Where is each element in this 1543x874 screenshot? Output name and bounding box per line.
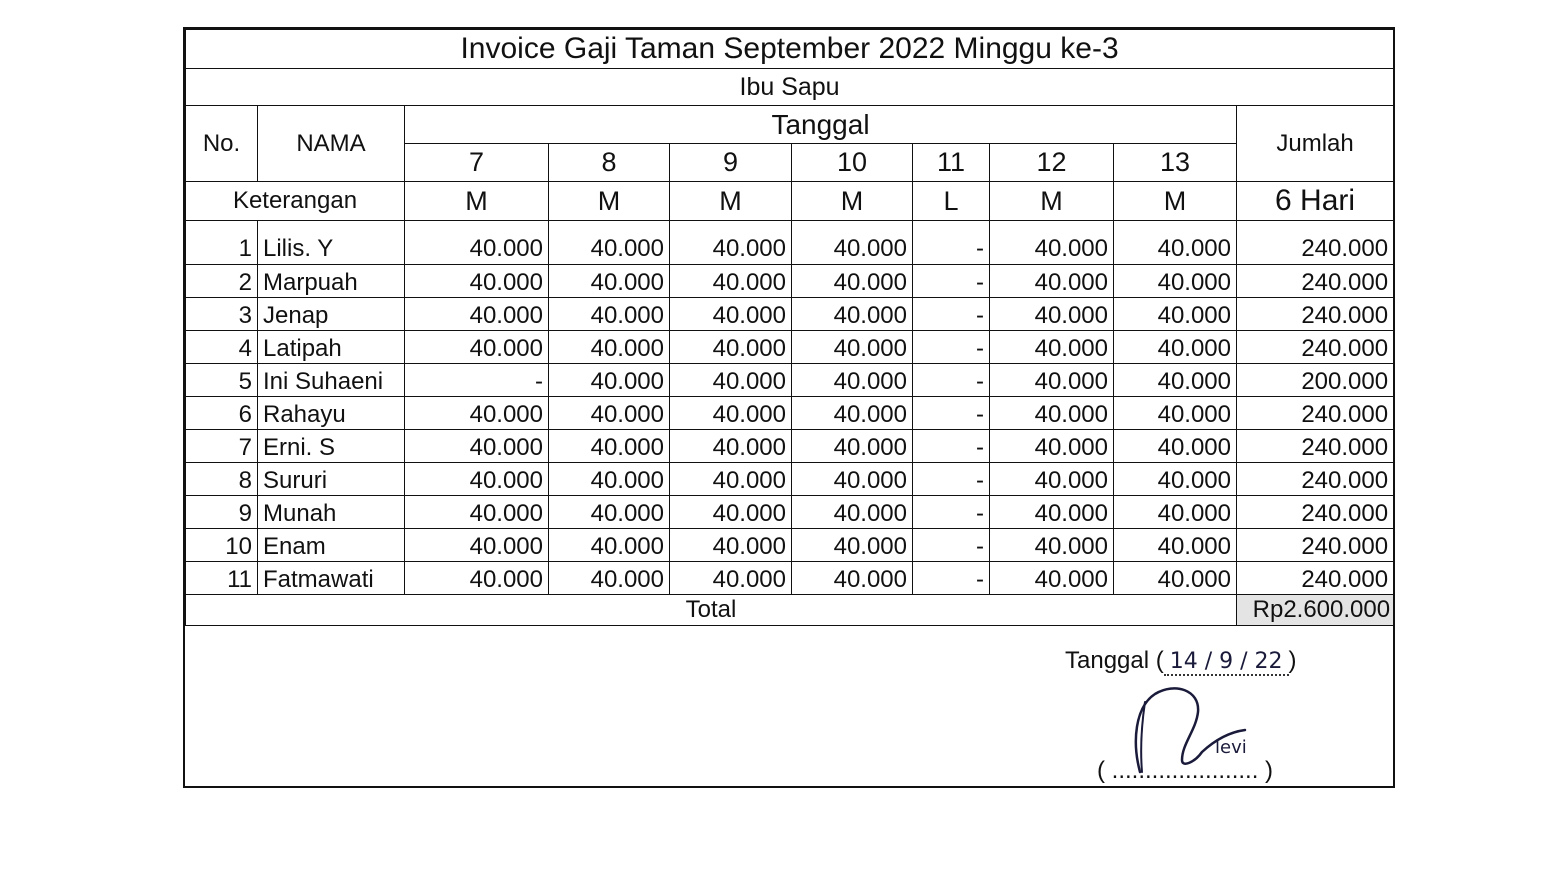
row-no: 6 [186, 397, 258, 430]
row-value: 40.000 [549, 496, 670, 529]
row-value: 40.000 [792, 331, 913, 364]
row-value: 40.000 [1114, 430, 1237, 463]
sig-open: ( [1097, 757, 1105, 784]
header-tanggal: Tanggal [405, 106, 1237, 144]
table-row [186, 529, 1394, 562]
row-total: 240.000 [1237, 463, 1394, 496]
header-date-7: 7 [405, 144, 549, 182]
header-date-10: 10 [792, 144, 913, 182]
header-date-12: 12 [990, 144, 1114, 182]
row-value: 40.000 [405, 463, 549, 496]
row-no: 3 [186, 298, 258, 331]
row-value: 40.000 [990, 331, 1114, 364]
row-value: 40.000 [549, 529, 670, 562]
row-value: 40.000 [792, 364, 913, 397]
row-value: 40.000 [549, 364, 670, 397]
row-value: 40.000 [670, 397, 792, 430]
row-total: 200.000 [1237, 364, 1394, 397]
row-value: 40.000 [990, 430, 1114, 463]
table-row [186, 463, 1394, 496]
row-value: 40.000 [405, 298, 549, 331]
keterangan-code: M [1114, 182, 1237, 221]
signature-area [185, 612, 1393, 786]
row-value: 40.000 [549, 265, 670, 298]
row-value: - [913, 562, 990, 595]
row-value: 40.000 [549, 221, 670, 265]
row-value: 40.000 [549, 298, 670, 331]
row-value: 40.000 [405, 529, 549, 562]
row-no: 2 [186, 265, 258, 298]
row-value: 40.000 [1114, 529, 1237, 562]
row-value: 40.000 [405, 496, 549, 529]
row-value: - [913, 221, 990, 265]
keterangan-code: M [792, 182, 913, 221]
keterangan-code: M [990, 182, 1114, 221]
row-value: 40.000 [990, 364, 1114, 397]
sign-date-value: 14 / 9 / 22 [1164, 649, 1289, 676]
row-name: Rahayu [258, 397, 405, 430]
row-total: 240.000 [1237, 529, 1394, 562]
row-value: - [913, 430, 990, 463]
header-date-8: 8 [549, 144, 670, 182]
row-value: 40.000 [1114, 265, 1237, 298]
row-value: 40.000 [405, 397, 549, 430]
row-value: 40.000 [1114, 496, 1237, 529]
row-value: - [913, 364, 990, 397]
row-value: 40.000 [405, 265, 549, 298]
header-date-13: 13 [1114, 144, 1237, 182]
table-row [186, 430, 1394, 463]
sign-date-close: ) [1288, 647, 1297, 674]
row-value: - [913, 463, 990, 496]
row-value: - [913, 298, 990, 331]
row-name: Fatmawati [258, 562, 405, 595]
row-name: Sururi [258, 463, 405, 496]
row-total: 240.000 [1237, 397, 1394, 430]
row-value: 40.000 [792, 397, 913, 430]
row-value: 40.000 [1114, 463, 1237, 496]
row-value: 40.000 [1114, 364, 1237, 397]
row-value: 40.000 [670, 529, 792, 562]
row-value: 40.000 [670, 265, 792, 298]
row-value: 40.000 [405, 562, 549, 595]
row-value: 40.000 [670, 562, 792, 595]
row-value: - [913, 529, 990, 562]
keterangan-total-days: 6 Hari [1237, 182, 1394, 221]
row-value: 40.000 [549, 397, 670, 430]
header-date-11: 11 [913, 144, 990, 182]
row-value: 40.000 [792, 562, 913, 595]
invoice-title: Invoice Gaji Taman September 2022 Minggu ke-3 [186, 30, 1394, 69]
row-value: 40.000 [549, 562, 670, 595]
table-row [186, 562, 1394, 595]
row-value: - [913, 496, 990, 529]
row-value: 40.000 [405, 221, 549, 265]
row-value: - [913, 397, 990, 430]
sig-dots: ...................... [1111, 757, 1259, 784]
sig-close: ) [1265, 757, 1274, 784]
row-total: 240.000 [1237, 221, 1394, 265]
row-no: 11 [186, 562, 258, 595]
row-name: Lilis. Y [258, 221, 405, 265]
row-value: 40.000 [670, 298, 792, 331]
row-no: 4 [186, 331, 258, 364]
header-jumlah: Jumlah [1237, 106, 1394, 182]
row-value: 40.000 [990, 221, 1114, 265]
row-value: 40.000 [549, 331, 670, 364]
row-name: Enam [258, 529, 405, 562]
table-row [186, 298, 1394, 331]
signature-handwritten-name: levi [1215, 737, 1247, 758]
row-value: 40.000 [405, 430, 549, 463]
table-row [186, 221, 1394, 265]
keterangan-code: M [549, 182, 670, 221]
row-value: 40.000 [670, 496, 792, 529]
sign-date-label: Tanggal ( [1065, 647, 1164, 674]
row-value: - [913, 265, 990, 298]
signature-line [1097, 757, 1273, 785]
row-value: 40.000 [792, 496, 913, 529]
row-value: 40.000 [990, 298, 1114, 331]
row-value: 40.000 [990, 463, 1114, 496]
row-total: 240.000 [1237, 496, 1394, 529]
row-value: 40.000 [1114, 397, 1237, 430]
row-value: - [405, 364, 549, 397]
header-nama: NAMA [258, 106, 405, 182]
row-value: 40.000 [1114, 331, 1237, 364]
row-value: 40.000 [670, 364, 792, 397]
row-value: 40.000 [792, 463, 913, 496]
row-value: 40.000 [792, 221, 913, 265]
row-value: 40.000 [549, 430, 670, 463]
row-value: 40.000 [990, 265, 1114, 298]
row-value: 40.000 [1114, 221, 1237, 265]
row-no: 1 [186, 221, 258, 265]
table-row [186, 364, 1394, 397]
row-value: - [913, 331, 990, 364]
row-value: 40.000 [670, 221, 792, 265]
total-amount: Rp2.600.000 [1237, 595, 1394, 626]
row-value: 40.000 [670, 463, 792, 496]
row-value: 40.000 [792, 430, 913, 463]
keterangan-code: M [670, 182, 792, 221]
sign-date-line [1065, 647, 1297, 675]
row-value: 40.000 [405, 331, 549, 364]
row-total: 240.000 [1237, 331, 1394, 364]
row-value: 40.000 [990, 397, 1114, 430]
header-date-9: 9 [670, 144, 792, 182]
invoice-table [185, 29, 1394, 626]
row-name: Erni. S [258, 430, 405, 463]
invoice-subtitle: Ibu Sapu [186, 69, 1394, 106]
row-name: Munah [258, 496, 405, 529]
row-value: 40.000 [792, 265, 913, 298]
keterangan-code: L [913, 182, 990, 221]
row-no: 8 [186, 463, 258, 496]
row-name: Marpuah [258, 265, 405, 298]
row-name: Ini Suhaeni [258, 364, 405, 397]
table-row [186, 331, 1394, 364]
table-row [186, 397, 1394, 430]
row-name: Latipah [258, 331, 405, 364]
row-value: 40.000 [1114, 298, 1237, 331]
invoice-sheet [183, 27, 1395, 788]
row-total: 240.000 [1237, 562, 1394, 595]
row-total: 240.000 [1237, 298, 1394, 331]
row-value: 40.000 [549, 463, 670, 496]
table-row [186, 496, 1394, 529]
row-no: 9 [186, 496, 258, 529]
row-value: 40.000 [990, 529, 1114, 562]
row-value: 40.000 [990, 562, 1114, 595]
total-label: Total [186, 595, 1237, 626]
row-no: 5 [186, 364, 258, 397]
row-total: 240.000 [1237, 430, 1394, 463]
header-no: No. [186, 106, 258, 182]
row-value: 40.000 [670, 430, 792, 463]
table-row [186, 265, 1394, 298]
row-total: 240.000 [1237, 265, 1394, 298]
row-no: 7 [186, 430, 258, 463]
keterangan-code: M [405, 182, 549, 221]
row-no: 10 [186, 529, 258, 562]
row-name: Jenap [258, 298, 405, 331]
row-value: 40.000 [670, 331, 792, 364]
row-value: 40.000 [792, 529, 913, 562]
row-value: 40.000 [1114, 562, 1237, 595]
row-value: 40.000 [792, 298, 913, 331]
keterangan-label: Keterangan [186, 182, 405, 221]
row-value: 40.000 [990, 496, 1114, 529]
